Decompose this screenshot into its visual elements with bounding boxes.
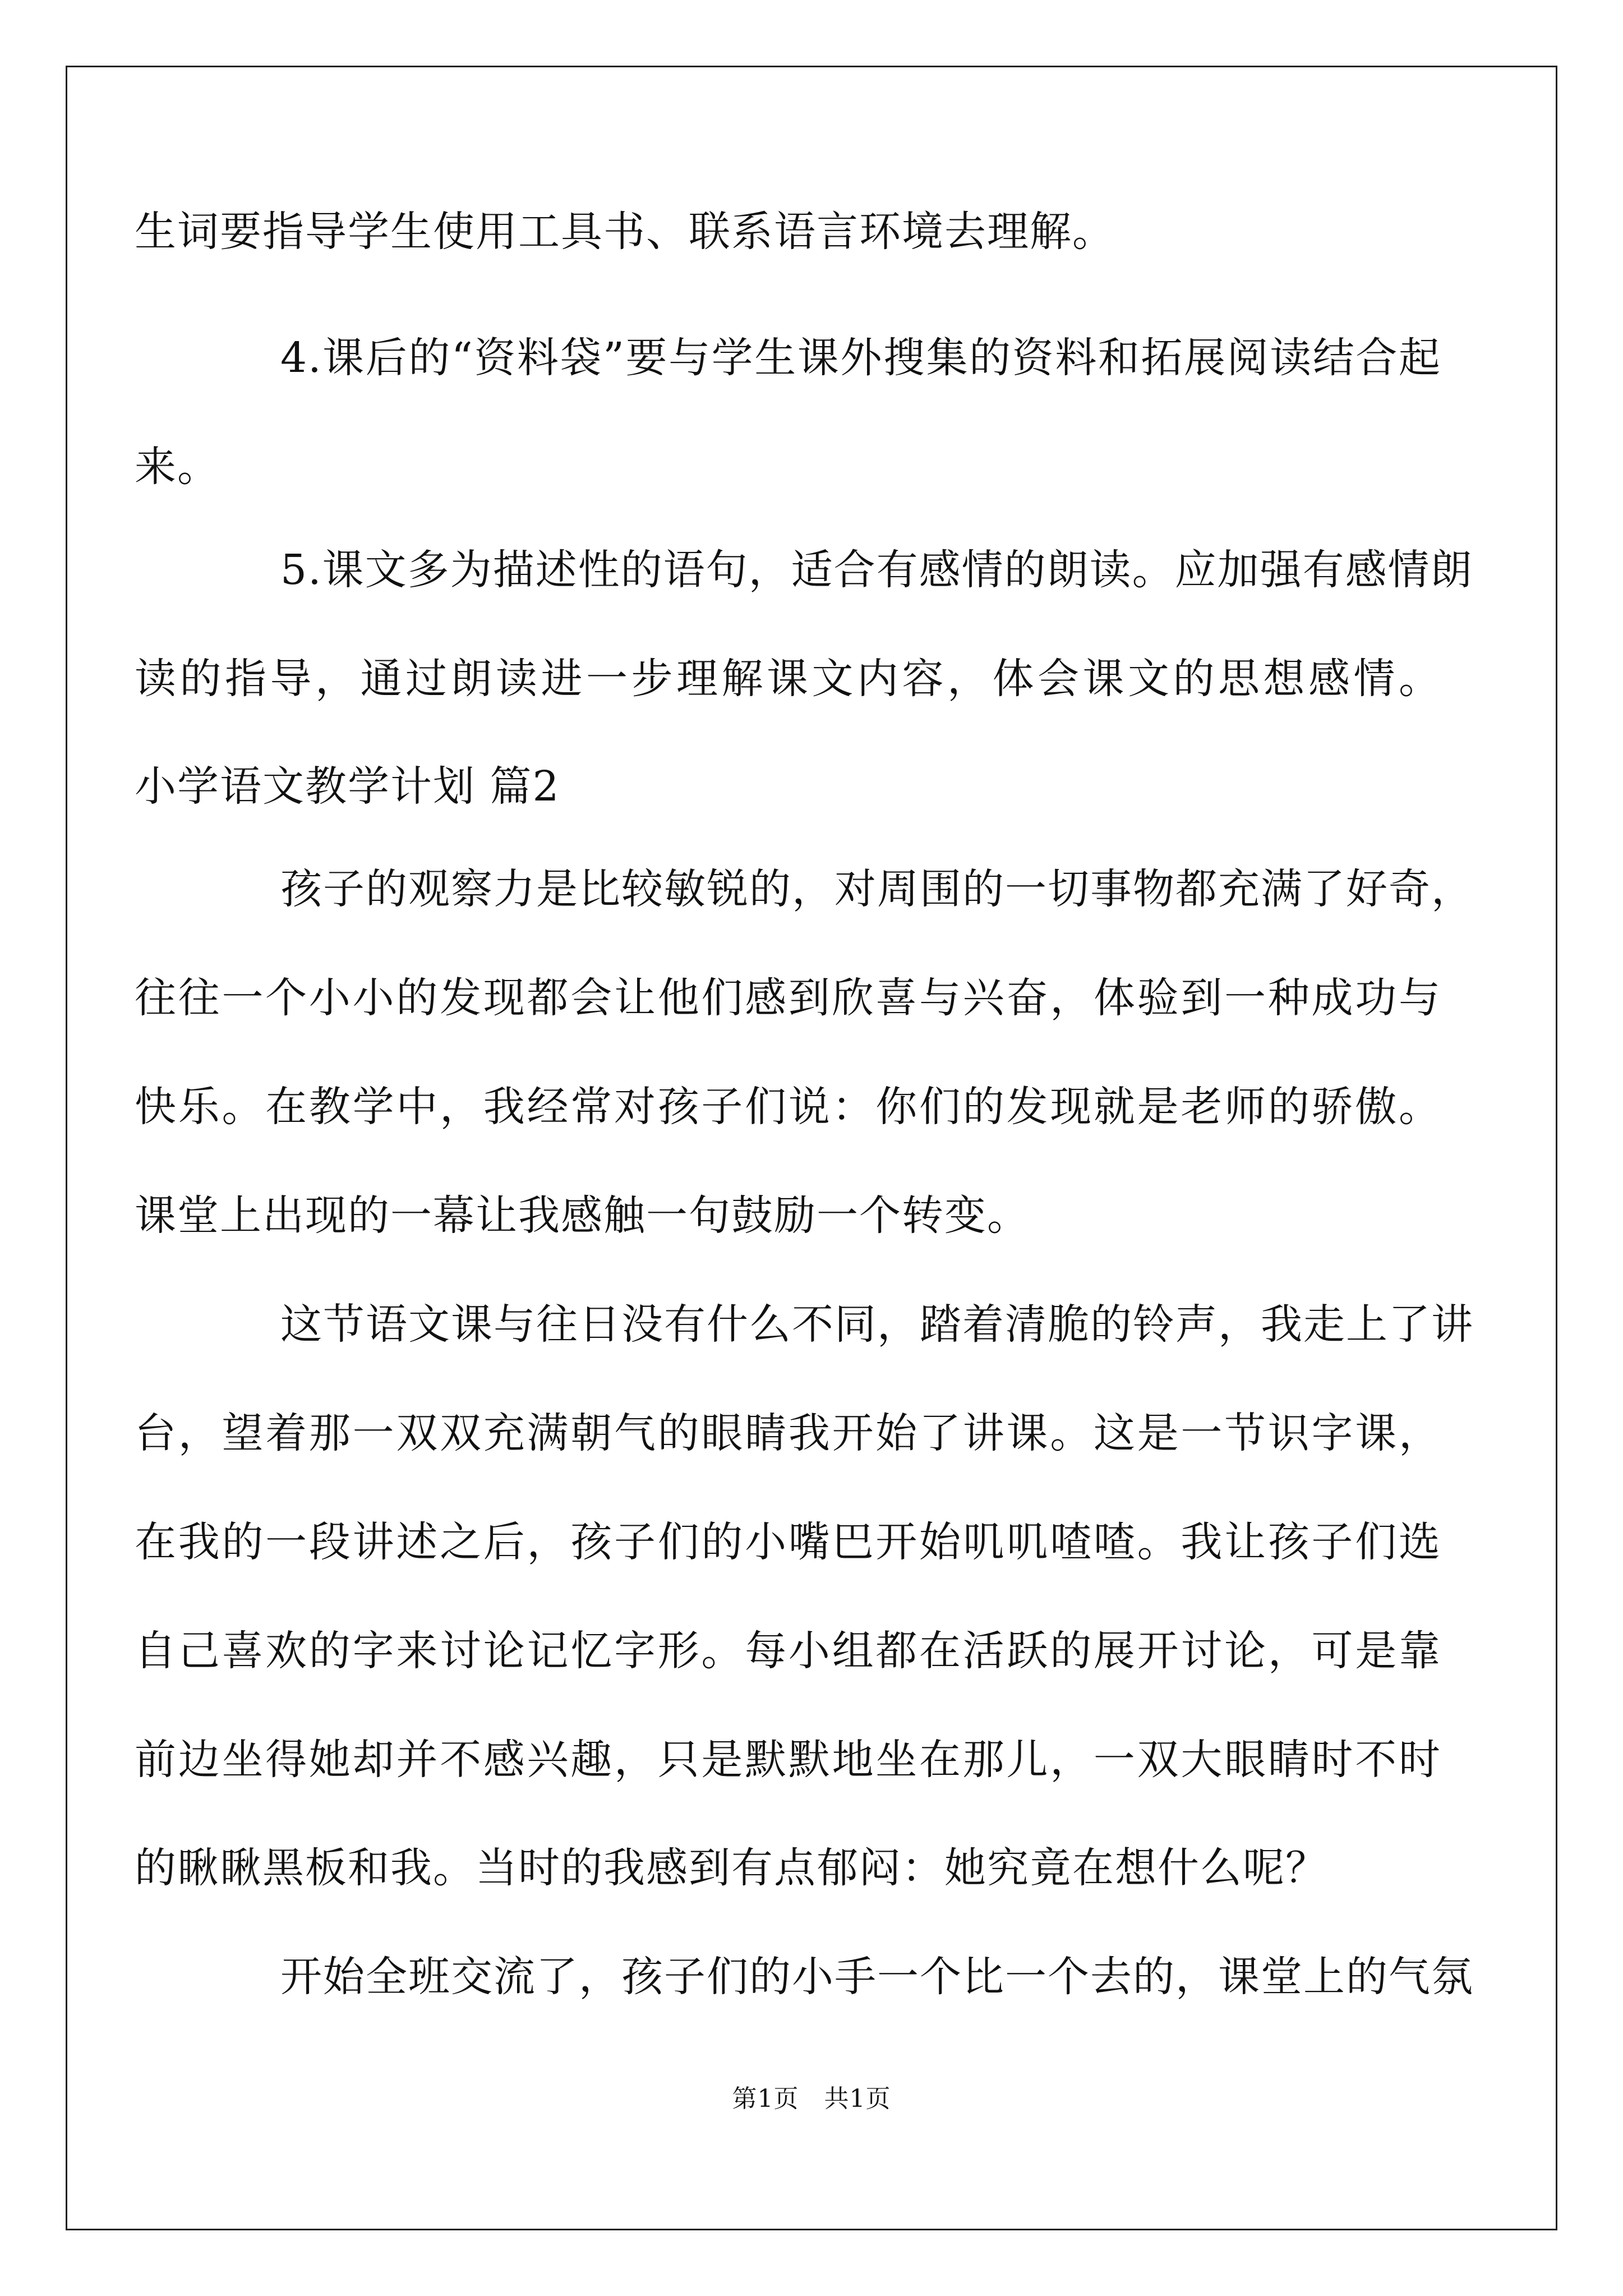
text-line-4: 5.课文多为描述性的语句，适合有感情的朗读。应加强有感情朗 [280, 546, 1473, 594]
text-line-17: 开始全班交流了，孩子们的小手一个比一个去的，课堂上的气氛 [280, 1953, 1474, 2001]
text-line-13: 在我的一段讲述之后，孩子们的小嘴巴开始叽叽喳喳。我让孩子们选 [135, 1518, 1441, 1566]
text-line-11: 这节语文课与往日没有什么不同，踏着清脆的铃声，我走上了讲 [280, 1300, 1474, 1349]
text-line-12: 台，望着那一双双充满朝气的眼睛我开始了讲课。这是一节识字课， [135, 1409, 1441, 1457]
text-line-7: 孩子的观察力是比较敏锐的，对周围的一切事物都充满了好奇， [280, 865, 1474, 913]
text-line-10: 课堂上出现的一幕让我感触一句鼓励一个转变。 [135, 1191, 1030, 1240]
text-line-5: 读的指导，通过朗读进一步理解课文内容，体会课文的思想感情。 [135, 655, 1441, 703]
text-line-8: 往往一个小小的发现都会让他们感到欣喜与兴奋，体验到一种成功与 [135, 974, 1441, 1022]
text-line-3: 来。 [135, 443, 220, 491]
text-line-16: 的瞅瞅黑板和我。当时的我感到有点郁闷：她究竟在想什么呢？ [135, 1844, 1328, 1892]
text-line-1: 生词要指导学生使用工具书、联系语言环境去理解。 [135, 208, 1115, 256]
section-heading: 小学语文教学计划 篇2 [135, 762, 560, 811]
text-line-9: 快乐。在教学中，我经常对孩子们说：你们的发现就是老师的骄傲。 [135, 1083, 1441, 1131]
text-line-15: 前边坐得她却并不感兴趣，只是默默地坐在那儿，一双大眼睛时不时 [135, 1736, 1441, 1784]
text-line-2: 4.课后的“资料袋”要与学生课外搜集的资料和拓展阅读结合起 [280, 334, 1441, 382]
page-border [66, 66, 1557, 2230]
text-line-14: 自己喜欢的字来讨论记忆字形。每小组都在活跃的展开讨论，可是靠 [135, 1627, 1441, 1675]
page-number-footer: 第1页 共1页 [732, 2085, 891, 2113]
